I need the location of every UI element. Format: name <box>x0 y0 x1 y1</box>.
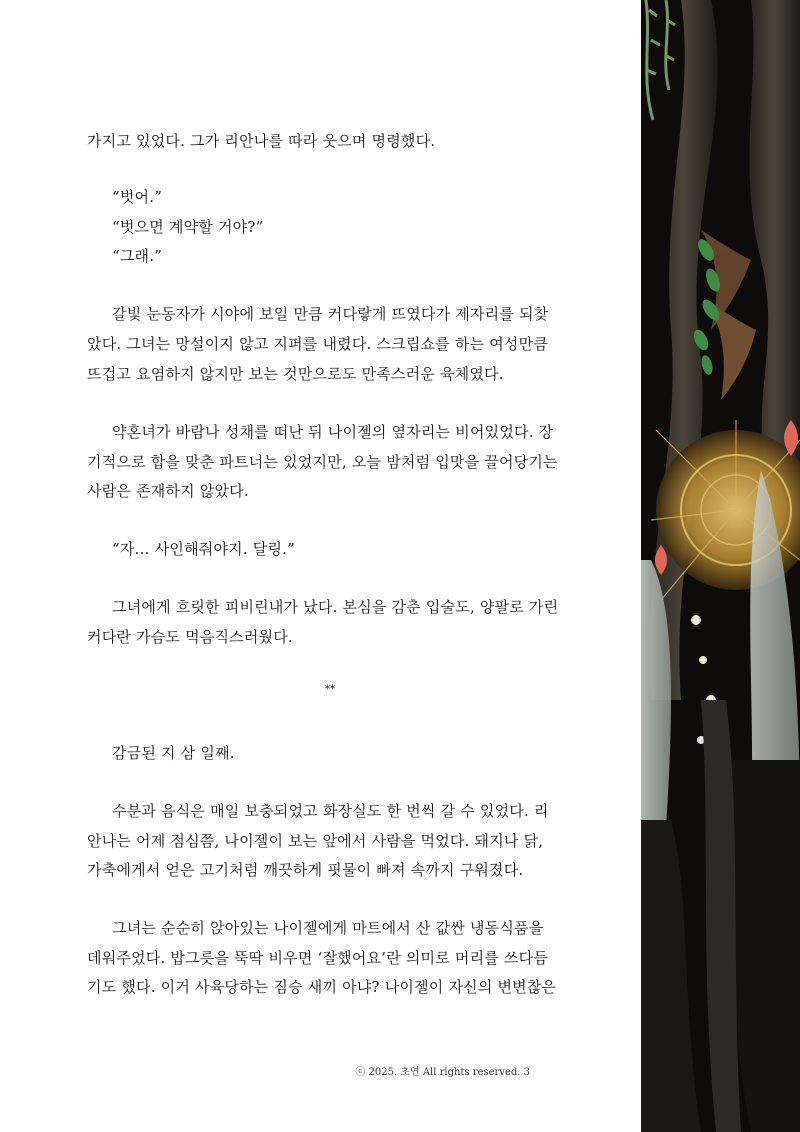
text-line: 가지고 있었다. 그가 리안나를 따라 웃으며 명령했다. <box>87 132 436 150</box>
illustration-strip-icon <box>641 0 800 1132</box>
text-line: 그녀에게 흐릿한 피비린내가 났다. 본심을 감춘 입술도, 양팔로 가린 <box>112 598 559 616</box>
copyright-footer: ⓒ 2025. 초연 All rights reserved. 3 <box>355 1067 530 1078</box>
text-line: 약혼녀가 바람나 성채를 떠난 뒤 나이젤의 옆자리는 비어있었다. 장 <box>112 423 554 441</box>
text-line: 사람은 존재하지 않았다. <box>87 482 249 500</box>
dialogue-line: “자… 사인해줘야지. 달링.” <box>112 540 296 558</box>
text-line: 뜨겁고 요염하지 않지만 보는 것만으로도 만족스러운 육체였다. <box>87 365 504 383</box>
text-line: 데워주었다. 밥그릇을 뚝딱 비우면 ‘잘했어요’란 의미로 머리를 쓰다듬 <box>87 949 549 967</box>
section-separator: ** <box>325 684 335 695</box>
text-line: 기적으로 합을 맞춘 파트너는 있었지만, 오늘 밤처럼 입맛을 끌어당기는 <box>87 453 558 471</box>
text-line: 가축에게서 얻은 고기처럼 깨끗하게 핏물이 빠져 속까지 구워졌다. <box>87 861 524 879</box>
text-line: 그녀는 순순히 앉아있는 나이젤에게 마트에서 산 값싼 냉동식품을 <box>112 919 544 937</box>
dialogue-line: “벗어.” <box>112 188 163 206</box>
dialogue-line: “벗으면 계약할 거야?” <box>112 218 264 236</box>
text-line: 감금된 지 삼 일째. <box>112 744 235 762</box>
text-line: 안나는 어제 점심쯤, 나이젤이 보는 앞에서 사람을 먹었다. 돼지나 닭, <box>87 832 544 850</box>
text-line: 커다란 가슴도 먹음직스러웠다. <box>87 628 293 646</box>
text-line: 수분과 음식은 매일 보충되었고 화장실도 한 번씩 갈 수 있었다. 리 <box>112 802 549 820</box>
text-line: 기도 했다. 이거 사육당하는 짐승 새끼 아냐? 나이젤이 자신의 변변찮은 <box>87 978 557 996</box>
text-line: 갈빛 눈동자가 시야에 보일 만큼 커다랗게 뜨였다가 제자리를 되찾 <box>112 305 549 323</box>
dialogue-line: “그래.” <box>112 247 163 265</box>
text-line: 았다. 그녀는 망설이지 않고 지퍼를 내렸다. 스크립쇼를 하는 여성만큼 <box>87 335 549 353</box>
